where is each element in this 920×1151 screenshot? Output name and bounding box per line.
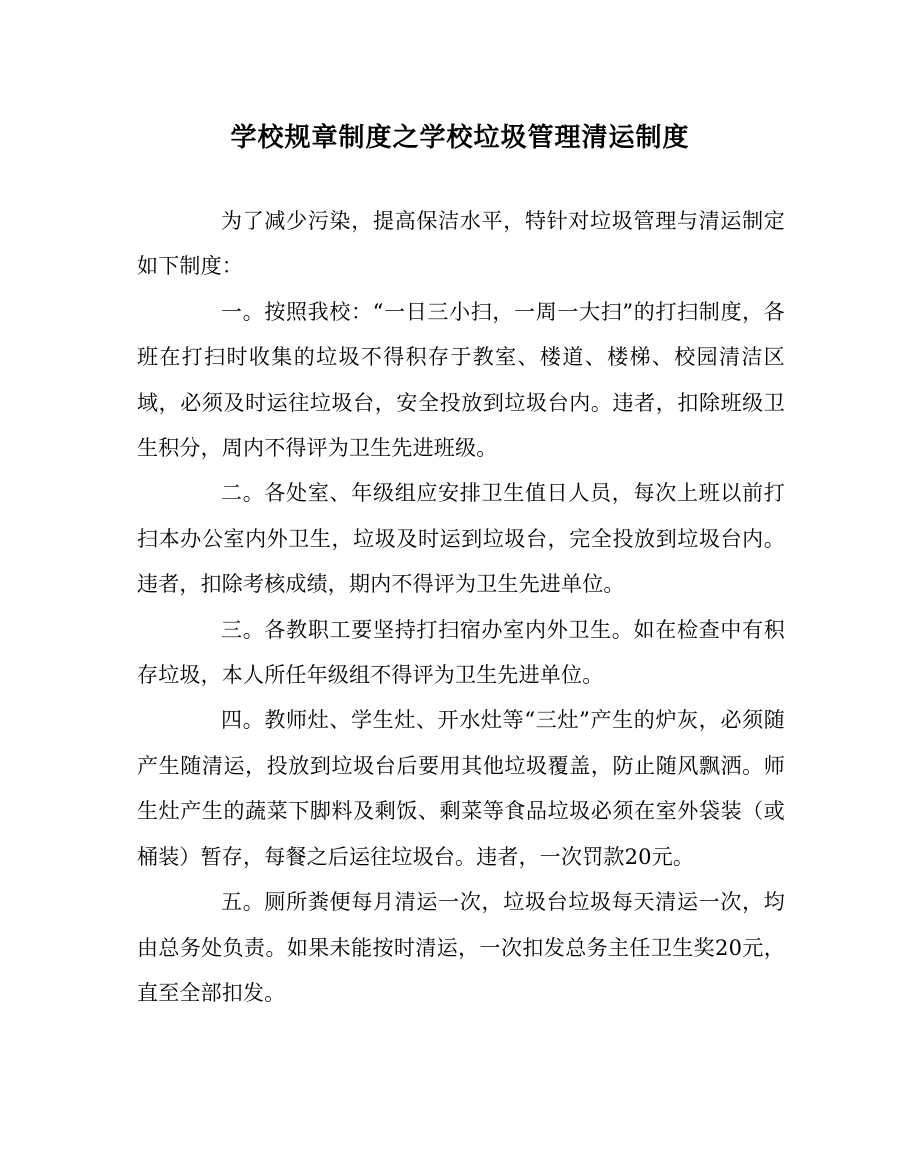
document-title: 学校规章制度之学校垃圾管理清运制度 — [230, 123, 690, 153]
rule-2-paragraph: 二。各处室、年级组应安排卫生值日人员，每次上班以前打扫本办公室内外卫生，垃圾及时运到垃圾台，完全投放到垃圾台内。违者，扣除考核成绩，期内不得评为卫生先进单位。 — [137, 481, 785, 597]
rule-4-paragraph: 四。教师灶、学生灶、开水灶等“三灶”产生的炉灰，必须随产生随清运，投放到垃圾台后要用其他垃圾覆盖，防止随风飘洒。师生灶产生的蔬菜下脚料及剩饭、剩菜等食品垃圾必须在室外袋装（或桶装）暂存，每餐之后运往垃圾台。违者，一次罚款20元。 — [137, 708, 785, 869]
rule-5-paragraph: 五。厕所粪便每月清运一次，垃圾台垃圾每天清运一次，均由总务处负责。如果未能按时清运，一次扣发总务主任卫生奖20元，直至全部扣发。 — [137, 890, 785, 1005]
rule-1-paragraph: 一。按照我校：“一日三小扫，一周一大扫”的打扫制度，各班在打扫时收集的垃圾不得积存于教室、楼道、楼梯、校园清洁区域，必须及时运往垃圾台，安全投放到垃圾台内。违者，扣除班级卫生积分，周内不得评为卫生先进班级。 — [137, 299, 785, 461]
rule-3-paragraph: 三。各教职工要坚持打扫宿办室内外卫生。如在检查中有积存垃圾，本人所任年级组不得评为卫生先进单位。 — [137, 617, 785, 688]
document-body — [137, 199, 785, 1016]
intro-paragraph: 为了减少污染，提高保洁水平，特针对垃圾管理与清运制定如下制度： — [137, 209, 785, 279]
